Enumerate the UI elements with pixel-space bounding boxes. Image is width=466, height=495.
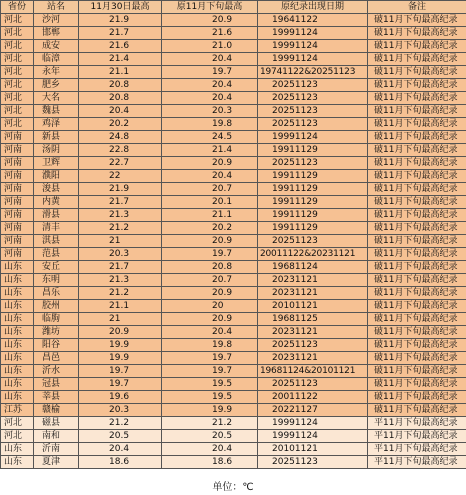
cell-province[interactable]: 山东 [1,300,34,313]
table-row[interactable] [1,313,466,326]
cell-station[interactable]: 范县 [34,248,79,261]
cell-province[interactable]: 河北 [1,66,34,79]
cell-record-date[interactable]: 20251123 [258,339,368,352]
cell-province[interactable]: 山东 [1,443,34,456]
cell-record-date[interactable]: 19681125 [258,313,368,326]
cell-old-max[interactable]: 20.7 [162,183,258,196]
cell-note[interactable]: 破11月下旬最高纪录 [368,287,466,300]
cell-record-date[interactable]: 20251123 [258,79,368,92]
cell-province[interactable]: 河南 [1,222,34,235]
cell-nov30-max[interactable]: 21.9 [79,183,162,196]
cell-nov30-max[interactable]: 20.2 [79,118,162,131]
cell-nov30-max[interactable]: 24.8 [79,131,162,144]
table-row[interactable] [1,430,466,443]
table-row[interactable] [1,248,466,261]
cell-note[interactable]: 平11月下旬最高纪录 [368,456,466,469]
cell-old-max[interactable]: 19.7 [162,365,258,378]
cell-nov30-max[interactable]: 21.6 [79,40,162,53]
cell-province[interactable]: 河北 [1,430,34,443]
table-row[interactable] [1,443,466,456]
cell-nov30-max[interactable]: 22.8 [79,144,162,157]
cell-station[interactable]: 清丰 [34,222,79,235]
cell-province[interactable]: 山东 [1,391,34,404]
column-header-nov30-max[interactable]: 11月30日最高 [79,1,162,14]
cell-province[interactable]: 山东 [1,352,34,365]
cell-station[interactable]: 东明 [34,274,79,287]
cell-record-date[interactable]: 20101121 [258,443,368,456]
cell-nov30-max[interactable]: 19.6 [79,391,162,404]
table-row[interactable] [1,404,466,417]
column-header-province[interactable]: 省份 [1,1,34,14]
cell-note[interactable]: 破11月下旬最高纪录 [368,352,466,365]
cell-old-max[interactable]: 19.5 [162,391,258,404]
cell-old-max[interactable]: 19.7 [162,66,258,79]
cell-nov30-max[interactable]: 21.7 [79,261,162,274]
cell-old-max[interactable]: 20.4 [162,326,258,339]
table-row[interactable] [1,378,466,391]
unit-footer: 单位：℃ [212,482,254,493]
cell-nov30-max[interactable]: 20.8 [79,92,162,105]
cell-nov30-max[interactable]: 19.9 [79,339,162,352]
cell-old-max[interactable]: 20.9 [162,313,258,326]
cell-old-max[interactable]: 20.4 [162,170,258,183]
cell-note[interactable]: 平11月下旬最高纪录 [368,443,466,456]
table-row[interactable] [1,456,466,469]
cell-old-max[interactable]: 20.9 [162,14,258,27]
cell-note[interactable]: 破11月下旬最高纪录 [368,261,466,274]
cell-record-date[interactable]: 19991124 [258,417,368,430]
cell-old-max[interactable]: 20.3 [162,105,258,118]
cell-record-date[interactable]: 19991124 [258,27,368,40]
cell-note[interactable]: 破11月下旬最高纪录 [368,183,466,196]
table-row[interactable] [1,79,466,92]
column-header-old-late-nov-max[interactable]: 原11月下旬最高 [162,1,258,14]
cell-province[interactable]: 河北 [1,118,34,131]
cell-station[interactable]: 邯郸 [34,27,79,40]
cell-station[interactable]: 滑县 [34,209,79,222]
table-row[interactable] [1,92,466,105]
cell-station[interactable]: 肥乡 [34,79,79,92]
cell-station[interactable]: 昌邑 [34,352,79,365]
cell-nov30-max[interactable]: 21.7 [79,27,162,40]
cell-note[interactable]: 破11月下旬最高纪录 [368,209,466,222]
header-row [1,1,466,14]
table-row[interactable] [1,352,466,365]
table-row[interactable] [1,131,466,144]
cell-note[interactable]: 破11月下旬最高纪录 [368,105,466,118]
cell-station[interactable]: 汤阴 [34,144,79,157]
cell-station[interactable]: 成安 [34,40,79,53]
cell-station[interactable]: 胶州 [34,300,79,313]
cell-station[interactable]: 潍坊 [34,326,79,339]
cell-nov30-max[interactable]: 21.3 [79,209,162,222]
cell-nov30-max[interactable]: 19.9 [79,352,162,365]
cell-record-date[interactable]: 19911129 [258,170,368,183]
cell-station[interactable]: 磁县 [34,417,79,430]
cell-province[interactable]: 河北 [1,40,34,53]
cell-note[interactable]: 破11月下旬最高纪录 [368,40,466,53]
column-header-record-date[interactable]: 原纪录出现日期 [258,1,368,14]
cell-province[interactable]: 河南 [1,183,34,196]
cell-record-date[interactable]: 19911129 [258,144,368,157]
cell-province[interactable]: 河北 [1,105,34,118]
table-row[interactable] [1,417,466,430]
table-row[interactable] [1,183,466,196]
table-row[interactable] [1,222,466,235]
cell-note[interactable]: 破11月下旬最高纪录 [368,66,466,79]
cell-record-date[interactable]: 20101121 [258,300,368,313]
cell-station[interactable]: 夏津 [34,456,79,469]
cell-station[interactable]: 沂水 [34,365,79,378]
cell-station[interactable]: 昌乐 [34,287,79,300]
cell-old-max[interactable]: 21.1 [162,209,258,222]
cell-province[interactable]: 河北 [1,417,34,430]
cell-record-date[interactable]: 19991124 [258,430,368,443]
cell-nov30-max[interactable]: 20.3 [79,404,162,417]
cell-old-max[interactable]: 21.2 [162,417,258,430]
table-row[interactable] [1,118,466,131]
cell-province[interactable]: 山东 [1,378,34,391]
cell-note[interactable]: 破11月下旬最高纪录 [368,339,466,352]
table-row[interactable] [1,300,466,313]
cell-nov30-max[interactable]: 18.6 [79,456,162,469]
cell-note[interactable]: 破11月下旬最高纪录 [368,248,466,261]
table-body [1,14,466,469]
column-header-station[interactable]: 站名 [34,1,79,14]
table-row[interactable] [1,365,466,378]
cell-station[interactable]: 阳谷 [34,339,79,352]
cell-nov30-max[interactable]: 20.8 [79,79,162,92]
cell-record-date[interactable]: 19911129 [258,183,368,196]
table-row[interactable] [1,170,466,183]
cell-record-date[interactable]: 20221127 [258,404,368,417]
cell-nov30-max[interactable]: 19.7 [79,365,162,378]
table-row[interactable] [1,235,466,248]
cell-old-max[interactable]: 20.8 [162,261,258,274]
cell-station[interactable]: 赣榆 [34,404,79,417]
cell-station[interactable]: 沂南 [34,443,79,456]
cell-station[interactable]: 永年 [34,66,79,79]
table-row[interactable] [1,14,466,27]
cell-province[interactable]: 河北 [1,27,34,40]
cell-nov30-max[interactable]: 20.4 [79,105,162,118]
cell-old-max[interactable]: 20.9 [162,287,258,300]
table-row[interactable] [1,144,466,157]
cell-nov30-max[interactable]: 21 [79,313,162,326]
cell-old-max[interactable]: 20.4 [162,92,258,105]
cell-station[interactable]: 魏县 [34,105,79,118]
cell-record-date[interactable]: 19681124 [258,261,368,274]
cell-record-date[interactable]: 20251123 [258,456,368,469]
cell-note[interactable]: 破11月下旬最高纪录 [368,274,466,287]
cell-province[interactable]: 河南 [1,209,34,222]
cell-station[interactable]: 卫辉 [34,157,79,170]
cell-province[interactable]: 河南 [1,235,34,248]
cell-province[interactable]: 山东 [1,456,34,469]
cell-record-date[interactable]: 19911129 [258,209,368,222]
table-row[interactable] [1,53,466,66]
cell-province[interactable]: 河南 [1,157,34,170]
cell-old-max[interactable]: 24.5 [162,131,258,144]
cell-province[interactable]: 河南 [1,196,34,209]
cell-nov30-max[interactable]: 21.4 [79,53,162,66]
cell-station[interactable]: 淇县 [34,235,79,248]
cell-record-date[interactable]: 19741122&20251123 [258,66,368,79]
cell-record-date[interactable]: 20231121 [258,274,368,287]
table-row[interactable] [1,261,466,274]
cell-nov30-max[interactable]: 22.7 [79,157,162,170]
cell-record-date[interactable]: 19991124 [258,40,368,53]
table-row[interactable] [1,157,466,170]
table-row[interactable] [1,27,466,40]
cell-province[interactable]: 河北 [1,79,34,92]
cell-station[interactable]: 鸡泽 [34,118,79,131]
cell-station[interactable]: 濮阳 [34,170,79,183]
cell-note[interactable]: 破11月下旬最高纪录 [368,196,466,209]
table-header [1,1,466,14]
cell-record-date[interactable]: 20251123 [258,105,368,118]
cell-old-max[interactable]: 20.4 [162,79,258,92]
cell-note[interactable]: 破11月下旬最高纪录 [368,53,466,66]
cell-old-max[interactable]: 19.7 [162,352,258,365]
cell-province[interactable]: 山东 [1,365,34,378]
cell-station[interactable]: 沙河 [34,14,79,27]
cell-note[interactable]: 破11月下旬最高纪录 [368,118,466,131]
cell-province[interactable]: 河北 [1,53,34,66]
table-row[interactable] [1,66,466,79]
cell-old-max[interactable]: 21.4 [162,144,258,157]
table-row[interactable] [1,391,466,404]
cell-station[interactable]: 冠县 [34,378,79,391]
cell-note[interactable]: 平11月下旬最高纪录 [368,417,466,430]
cell-province[interactable]: 河南 [1,131,34,144]
cell-province[interactable]: 山东 [1,287,34,300]
cell-nov30-max[interactable]: 20.3 [79,248,162,261]
cell-record-date[interactable]: 20251123 [258,118,368,131]
cell-note[interactable]: 破11月下旬最高纪录 [368,222,466,235]
cell-province[interactable]: 山东 [1,326,34,339]
cell-province[interactable]: 山东 [1,261,34,274]
cell-nov30-max[interactable]: 21 [79,235,162,248]
cell-note[interactable]: 破11月下旬最高纪录 [368,404,466,417]
cell-nov30-max[interactable]: 20.5 [79,430,162,443]
cell-record-date[interactable]: 20251123 [258,92,368,105]
cell-old-max[interactable]: 20 [162,300,258,313]
table-row[interactable] [1,209,466,222]
table-row[interactable] [1,105,466,118]
cell-old-max[interactable]: 20.9 [162,157,258,170]
cell-record-date[interactable]: 19911129 [258,196,368,209]
cell-note[interactable]: 破11月下旬最高纪录 [368,79,466,92]
cell-old-max[interactable]: 20.7 [162,274,258,287]
table-row[interactable] [1,339,466,352]
cell-note[interactable]: 破11月下旬最高纪录 [368,157,466,170]
cell-record-date[interactable]: 20231121 [258,352,368,365]
cell-station[interactable]: 莘县 [34,391,79,404]
cell-station[interactable]: 临漳 [34,53,79,66]
cell-note[interactable]: 破11月下旬最高纪录 [368,170,466,183]
cell-note[interactable]: 破11月下旬最高纪录 [368,144,466,157]
cell-record-date[interactable]: 19681124&20101121 [258,365,368,378]
cell-record-date[interactable]: 20231121 [258,287,368,300]
cell-province[interactable]: 山东 [1,274,34,287]
cell-province[interactable]: 江苏 [1,404,34,417]
cell-nov30-max[interactable]: 21.2 [79,417,162,430]
cell-record-date[interactable]: 20251123 [258,378,368,391]
cell-station[interactable]: 安丘 [34,261,79,274]
cell-old-max[interactable]: 20.4 [162,443,258,456]
cell-old-max[interactable]: 21.6 [162,27,258,40]
cell-province[interactable]: 河南 [1,248,34,261]
cell-province[interactable]: 山东 [1,313,34,326]
cell-nov30-max[interactable]: 21.7 [79,196,162,209]
cell-station[interactable]: 大名 [34,92,79,105]
cell-nov30-max[interactable]: 19.7 [79,378,162,391]
cell-record-date[interactable]: 19991124 [258,131,368,144]
cell-note[interactable]: 破11月下旬最高纪录 [368,378,466,391]
cell-nov30-max[interactable]: 20.4 [79,443,162,456]
cell-note[interactable]: 破11月下旬最高纪录 [368,300,466,313]
cell-note[interactable]: 破11月下旬最高纪录 [368,27,466,40]
column-header-note[interactable]: 备注 [368,1,466,14]
cell-record-date[interactable]: 20251123 [258,157,368,170]
cell-old-max[interactable]: 20.4 [162,53,258,66]
table-row[interactable] [1,196,466,209]
cell-nov30-max[interactable]: 21.1 [79,66,162,79]
cell-nov30-max[interactable]: 21.2 [79,287,162,300]
cell-record-date[interactable]: 20231121 [258,326,368,339]
cell-note[interactable]: 破11月下旬最高纪录 [368,326,466,339]
cell-note[interactable]: 破11月下旬最高纪录 [368,313,466,326]
cell-note[interactable]: 破11月下旬最高纪录 [368,131,466,144]
cell-station[interactable]: 内黄 [34,196,79,209]
cell-nov30-max[interactable]: 21.1 [79,300,162,313]
table-row[interactable] [1,40,466,53]
cell-old-max[interactable]: 20.1 [162,196,258,209]
cell-old-max[interactable]: 19.9 [162,404,258,417]
cell-note[interactable]: 破11月下旬最高纪录 [368,365,466,378]
cell-old-max[interactable]: 19.8 [162,118,258,131]
cell-note[interactable]: 平11月下旬最高纪录 [368,430,466,443]
cell-nov30-max[interactable]: 21.2 [79,222,162,235]
cell-old-max[interactable]: 20.2 [162,222,258,235]
cell-old-max[interactable]: 21.0 [162,40,258,53]
cell-record-date[interactable]: 19991124 [258,53,368,66]
cell-station[interactable]: 临朐 [34,313,79,326]
cell-nov30-max[interactable]: 21.9 [79,14,162,27]
cell-note[interactable]: 破11月下旬最高纪录 [368,235,466,248]
cell-station[interactable]: 浚县 [34,183,79,196]
table-row[interactable] [1,287,466,300]
cell-province[interactable]: 河南 [1,170,34,183]
cell-nov30-max[interactable]: 21.3 [79,274,162,287]
cell-record-date[interactable]: 20251123 [258,235,368,248]
cell-province[interactable]: 河南 [1,144,34,157]
cell-old-max[interactable]: 19.7 [162,248,258,261]
cell-old-max[interactable]: 18.6 [162,456,258,469]
cell-station[interactable]: 新县 [34,131,79,144]
cell-note[interactable]: 破11月下旬最高纪录 [368,92,466,105]
cell-old-max[interactable]: 20.9 [162,235,258,248]
cell-record-date[interactable]: 19911129 [258,222,368,235]
cell-nov30-max[interactable]: 22 [79,170,162,183]
cell-old-max[interactable]: 20.5 [162,430,258,443]
cell-note[interactable]: 破11月下旬最高纪录 [368,14,466,27]
cell-old-max[interactable]: 19.8 [162,339,258,352]
cell-station[interactable]: 南和 [34,430,79,443]
cell-record-date[interactable]: 20011122 [258,391,368,404]
cell-province[interactable]: 山东 [1,339,34,352]
cell-province[interactable]: 河北 [1,92,34,105]
cell-record-date[interactable]: 20011122&20231121 [258,248,368,261]
table-row[interactable] [1,274,466,287]
cell-old-max[interactable]: 19.5 [162,378,258,391]
cell-record-date[interactable]: 19641122 [258,14,368,27]
cell-note[interactable]: 破11月下旬最高纪录 [368,391,466,404]
table-row[interactable] [1,326,466,339]
cell-nov30-max[interactable]: 20.9 [79,326,162,339]
cell-province[interactable]: 河北 [1,14,34,27]
